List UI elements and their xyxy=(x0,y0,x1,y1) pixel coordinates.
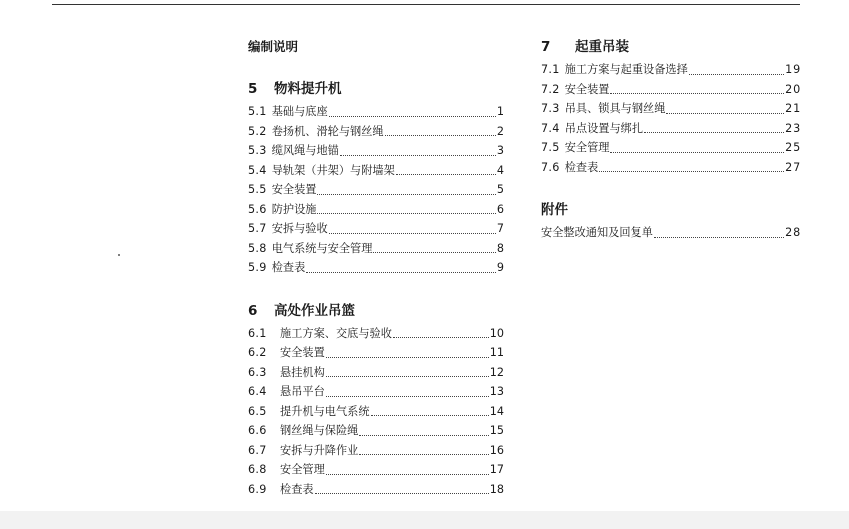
entry-number: 6.3 xyxy=(248,365,267,379)
toc-entry xyxy=(248,480,504,500)
toc-entry xyxy=(248,382,504,402)
toc-entry xyxy=(248,200,504,220)
entry-number: 5.9 xyxy=(248,261,267,274)
entry-page-number: 5 xyxy=(496,183,504,196)
entry-number: 5.2 xyxy=(248,124,267,138)
entry-number: 5.7 xyxy=(248,222,267,235)
entry-number: 6.1 xyxy=(248,326,267,340)
toc-entry xyxy=(541,80,801,100)
toc-list xyxy=(248,324,504,500)
stray-mark xyxy=(118,254,120,256)
entry-title: 检查表 xyxy=(271,261,306,274)
toc-entry xyxy=(248,343,504,363)
entry-number: 7.1 xyxy=(541,63,560,76)
entry-number: 7.3 xyxy=(541,102,560,115)
entry-page-number: 9 xyxy=(496,261,504,274)
dot-leader xyxy=(306,261,496,273)
toc-entry xyxy=(248,161,504,181)
bottom-band xyxy=(0,511,849,529)
entry-number: 7.4 xyxy=(541,121,560,135)
toc-entry xyxy=(541,99,801,119)
entry-page-number: 12 xyxy=(489,365,504,379)
toc-right-column xyxy=(541,38,801,243)
entry-page-number: 18 xyxy=(489,482,504,496)
entry-title: 检查表 xyxy=(280,482,314,496)
toc-entry xyxy=(248,141,504,161)
toc-entry xyxy=(248,363,504,383)
section-number: 5 xyxy=(248,81,258,97)
section-7 xyxy=(541,38,801,177)
entry-number: 5.4 xyxy=(248,163,267,177)
dot-leader xyxy=(317,202,495,214)
section-6 xyxy=(248,302,504,500)
dot-leader xyxy=(644,121,784,133)
entry-number: 6.8 xyxy=(248,463,267,476)
toc-entry xyxy=(248,402,504,422)
dot-leader xyxy=(329,105,496,117)
entry-title: 悬吊平台 xyxy=(280,385,325,398)
dot-leader xyxy=(359,443,488,455)
entry-number: 6.2 xyxy=(248,346,267,359)
section-heading xyxy=(248,80,504,98)
entry-page-number: 2 xyxy=(496,124,504,138)
dot-leader xyxy=(326,385,489,397)
entry-title: 基础与底座 xyxy=(271,105,328,118)
dot-leader xyxy=(317,183,495,195)
entry-title: 吊具、锁具与钢丝绳 xyxy=(564,102,666,115)
dot-leader xyxy=(315,482,489,494)
entry-title: 提升机与电气系统 xyxy=(280,404,370,418)
entry-page-number: 8 xyxy=(496,241,504,255)
entry-title: 检查表 xyxy=(564,160,599,174)
toc-entry xyxy=(541,158,801,178)
entry-number: 6.5 xyxy=(248,404,267,418)
dot-leader xyxy=(610,82,784,94)
section-number: 7 xyxy=(541,39,551,55)
toc-entry xyxy=(248,239,504,259)
entry-page-number: 6 xyxy=(496,202,504,216)
entry-title: 安全整改通知及回复单 xyxy=(541,226,653,239)
entry-number: 5.8 xyxy=(248,241,267,255)
dot-leader xyxy=(385,124,496,136)
entry-title: 安全管理 xyxy=(564,141,610,154)
dot-leader xyxy=(359,424,488,436)
toc-entry xyxy=(248,441,504,461)
entry-page-number: 16 xyxy=(489,443,504,457)
section-heading xyxy=(248,302,504,320)
toc-entry xyxy=(541,119,801,139)
toc-left-column xyxy=(248,38,504,499)
dot-leader xyxy=(610,141,784,153)
dot-leader xyxy=(326,463,489,475)
dot-leader xyxy=(371,404,489,416)
entry-page-number: 28 xyxy=(785,226,801,239)
entry-title: 安全装置 xyxy=(271,183,317,196)
entry-number: 5.5 xyxy=(248,183,267,196)
dot-leader xyxy=(373,241,495,253)
toc-list xyxy=(541,223,801,243)
entry-page-number: 10 xyxy=(489,326,504,340)
entry-number: 6.7 xyxy=(248,443,267,457)
section-title: 高处作业吊篮 xyxy=(274,302,355,319)
entry-page-number: 7 xyxy=(496,222,504,235)
toc-entry xyxy=(248,258,504,278)
dot-leader xyxy=(689,63,784,75)
entry-title: 电气系统与安全管理 xyxy=(271,241,373,255)
entry-page-number: 4 xyxy=(496,163,504,177)
appendix-section xyxy=(541,201,801,243)
dot-leader xyxy=(326,346,489,358)
toc-list xyxy=(541,60,801,177)
entry-page-number: 15 xyxy=(489,424,504,437)
toc-entry xyxy=(248,219,504,239)
toc-list xyxy=(248,102,504,278)
section-number: 6 xyxy=(248,302,258,319)
toc-entry xyxy=(248,180,504,200)
toc-entry xyxy=(541,223,801,243)
entry-page-number: 11 xyxy=(489,346,504,359)
entry-title: 悬挂机构 xyxy=(280,365,325,379)
dot-leader xyxy=(599,160,784,172)
toc-entry xyxy=(248,102,504,122)
entry-page-number: 17 xyxy=(489,463,504,476)
entry-number: 6.6 xyxy=(248,424,267,437)
entry-number: 7.2 xyxy=(541,82,560,96)
dot-leader xyxy=(340,144,496,156)
entry-number: 6.9 xyxy=(248,482,267,496)
dot-leader xyxy=(654,226,784,238)
entry-title: 施工方案、交底与验收 xyxy=(280,326,392,340)
dot-leader xyxy=(666,102,784,114)
entry-page-number: 3 xyxy=(496,144,504,157)
entry-title: 安全管理 xyxy=(280,463,325,476)
preface-heading: 编制说明 xyxy=(248,39,299,54)
entry-title: 导轨架（井架）与附墙架 xyxy=(271,163,395,177)
entry-page-number: 27 xyxy=(785,160,801,174)
dot-leader xyxy=(326,365,489,377)
entry-title: 防护设施 xyxy=(271,202,317,216)
toc-entry xyxy=(248,122,504,142)
entry-title: 安全装置 xyxy=(280,346,325,359)
appendix-heading: 附件 xyxy=(541,202,568,218)
entry-page-number: 1 xyxy=(496,105,504,118)
entry-title: 钢丝绳与保险绳 xyxy=(280,424,359,437)
toc-entry xyxy=(248,460,504,480)
entry-page-number: 25 xyxy=(785,141,801,154)
entry-page-number: 19 xyxy=(785,63,801,76)
entry-number: 5.3 xyxy=(248,144,267,157)
entry-number: 7.5 xyxy=(541,141,560,154)
entry-title: 卷扬机、滑轮与钢丝绳 xyxy=(271,124,384,138)
section-5 xyxy=(248,80,504,278)
section-title: 物料提升机 xyxy=(274,81,342,97)
entry-number: 5.1 xyxy=(248,105,267,118)
toc-entry xyxy=(248,324,504,344)
toc-entry xyxy=(541,138,801,158)
dot-leader xyxy=(393,326,489,338)
entry-page-number: 20 xyxy=(785,82,801,96)
entry-title: 安全装置 xyxy=(564,82,610,96)
dot-leader xyxy=(329,222,496,234)
dot-leader xyxy=(396,163,496,175)
entry-title: 安拆与升降作业 xyxy=(280,443,359,457)
entry-page-number: 21 xyxy=(785,102,801,115)
entry-page-number: 13 xyxy=(489,385,504,398)
entry-title: 施工方案与起重设备选择 xyxy=(564,63,688,76)
entry-number: 7.6 xyxy=(541,160,560,174)
entry-title: 吊点设置与绑扎 xyxy=(564,121,644,135)
entry-title: 安拆与验收 xyxy=(271,222,328,235)
entry-page-number: 23 xyxy=(785,121,801,135)
entry-number: 6.4 xyxy=(248,385,267,398)
toc-entry xyxy=(541,60,801,80)
section-title: 起重吊装 xyxy=(575,39,629,55)
entry-title: 缆风绳与地锚 xyxy=(271,144,339,157)
toc-entry xyxy=(248,421,504,441)
entry-number: 5.6 xyxy=(248,202,267,216)
section-heading xyxy=(541,38,801,56)
top-rule xyxy=(52,4,800,5)
entry-page-number: 14 xyxy=(489,404,504,418)
